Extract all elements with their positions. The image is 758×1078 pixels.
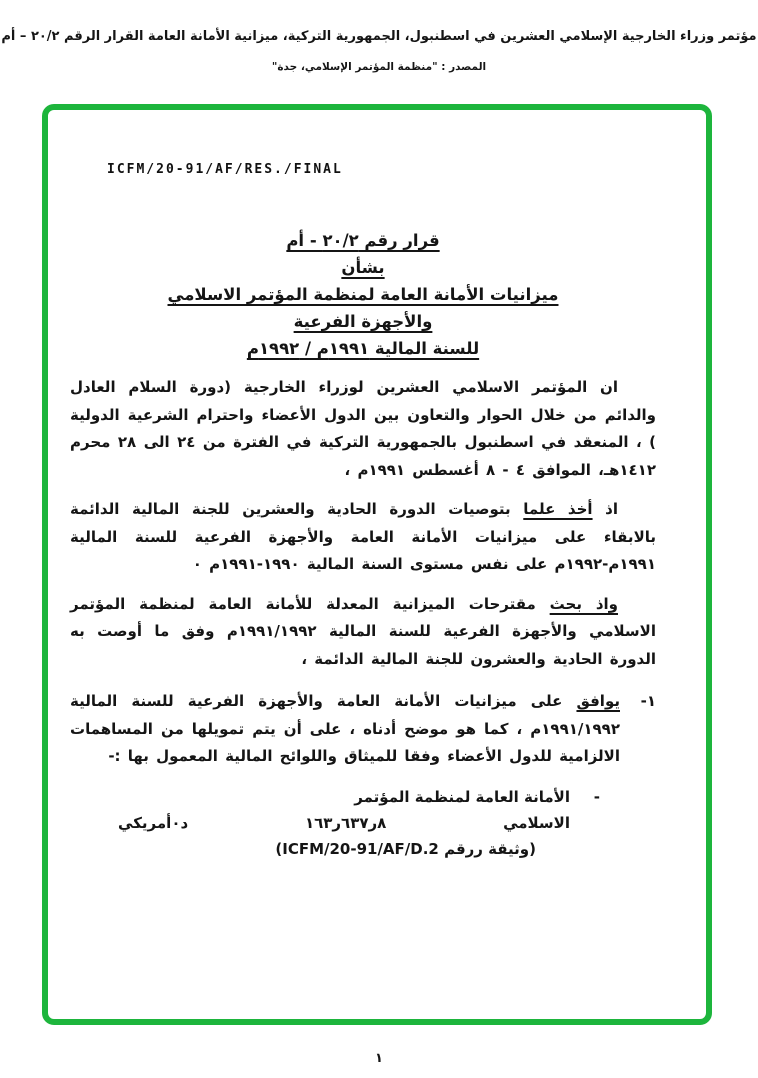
budget-amount-row	[70, 810, 570, 836]
item-number: ١-	[640, 692, 656, 710]
catalog-header-line: مؤتمر وزراء الخارجية الإسلامي العشرين في اسطنبول، الجمهورية التركية، ميزانية الأمانة العامة القرار الرقم ٢٠/٢ – أم	[1, 29, 757, 44]
title-line-4: والأجهزة الفرعية	[293, 312, 433, 331]
page-number: ١	[375, 1051, 383, 1066]
green-border-frame	[42, 104, 712, 1025]
preamble-paragraph-1: ان المؤتمر الاسلامي العشرين لوزراء الخارجية (دورة السلام العادل والدائم من خلال الحوار والتعاون بين الدول الأعضاء واحترام الشرعية الدولية ) ، المنعقد في اسطنبول بالجمهورية التركية في الفترة من ٢٤ الى ٢٨ محرم ١٤١٢هـ، الموافق ٤ - ٨ أغسطس ١٩٩١م ،	[70, 378, 656, 479]
preamble-paragraph-3: واذ بحث مقترحات الميزانية المعدلة للأمانة العامة لمنظمة المؤتمر الاسلامي والأجهزة الفرعية للسنة المالية ١٩٩١/١٩٩٢م وفق ما أوصت به الدورة الحادية والعشرون للجنة المالية الدائمة ،	[70, 594, 656, 668]
budget-entity-name: الأمانة العامة لمنظمة المؤتمر	[354, 787, 570, 806]
budget-document-note: (وثيقة ررقم ICFM/20-91/AF/D.2)	[275, 839, 536, 858]
title-line-1: قرار رقم ٢٠/٢ - أم	[286, 231, 440, 250]
title-line-5: للسنة المالية ١٩٩١م / ١٩٩٢م	[246, 339, 480, 358]
budget-entity-name-2: الاسلامي	[503, 813, 570, 832]
title-line-3: ميزانيات الأمانة العامة لمنظمة المؤتمر الاسلامي	[167, 285, 559, 304]
resolution-title	[70, 227, 656, 362]
source-line: المصدر : "منظمة المؤتمر الإسلامي، جدة"	[271, 61, 487, 73]
budget-line	[70, 784, 600, 862]
resolution-item-1	[70, 688, 656, 771]
title-line-2: بشأن	[341, 258, 385, 277]
item-text: يوافق على ميزانيات الأمانة العامة والأجهزة الفرعية للسنة المالية ١٩٩١/١٩٩٢م ، كما هو موضح أدناه ، على أن يتم تمويلها من المساهمات الالزامية للدول الأعضاء وفقا للميثاق واللوائح المالية المعمول بها :-	[70, 692, 620, 765]
budget-amount: ٨ر٦٣٧ر١٦٣	[304, 813, 387, 832]
budget-entry	[70, 784, 570, 862]
budget-dash-marker: -	[593, 787, 600, 806]
preamble-paragraph-2: اذ أخذ علما بتوصيات الدورة الحادية والعشرين للجنة المالية الدائمة بالابقاء على ميزانيات الأمانة العامة والأجهزة الفرعية للسنة المالية ١٩٩١م-١٩٩٢م على نفس مستوى السنة المالية ١٩٩٠-١٩٩١م ٠	[70, 500, 656, 573]
document-reference: ICFM/20-91/AF/RES./FINAL	[107, 162, 343, 177]
budget-currency: د٠أمريكي	[118, 813, 189, 832]
resolution-document	[48, 110, 706, 862]
